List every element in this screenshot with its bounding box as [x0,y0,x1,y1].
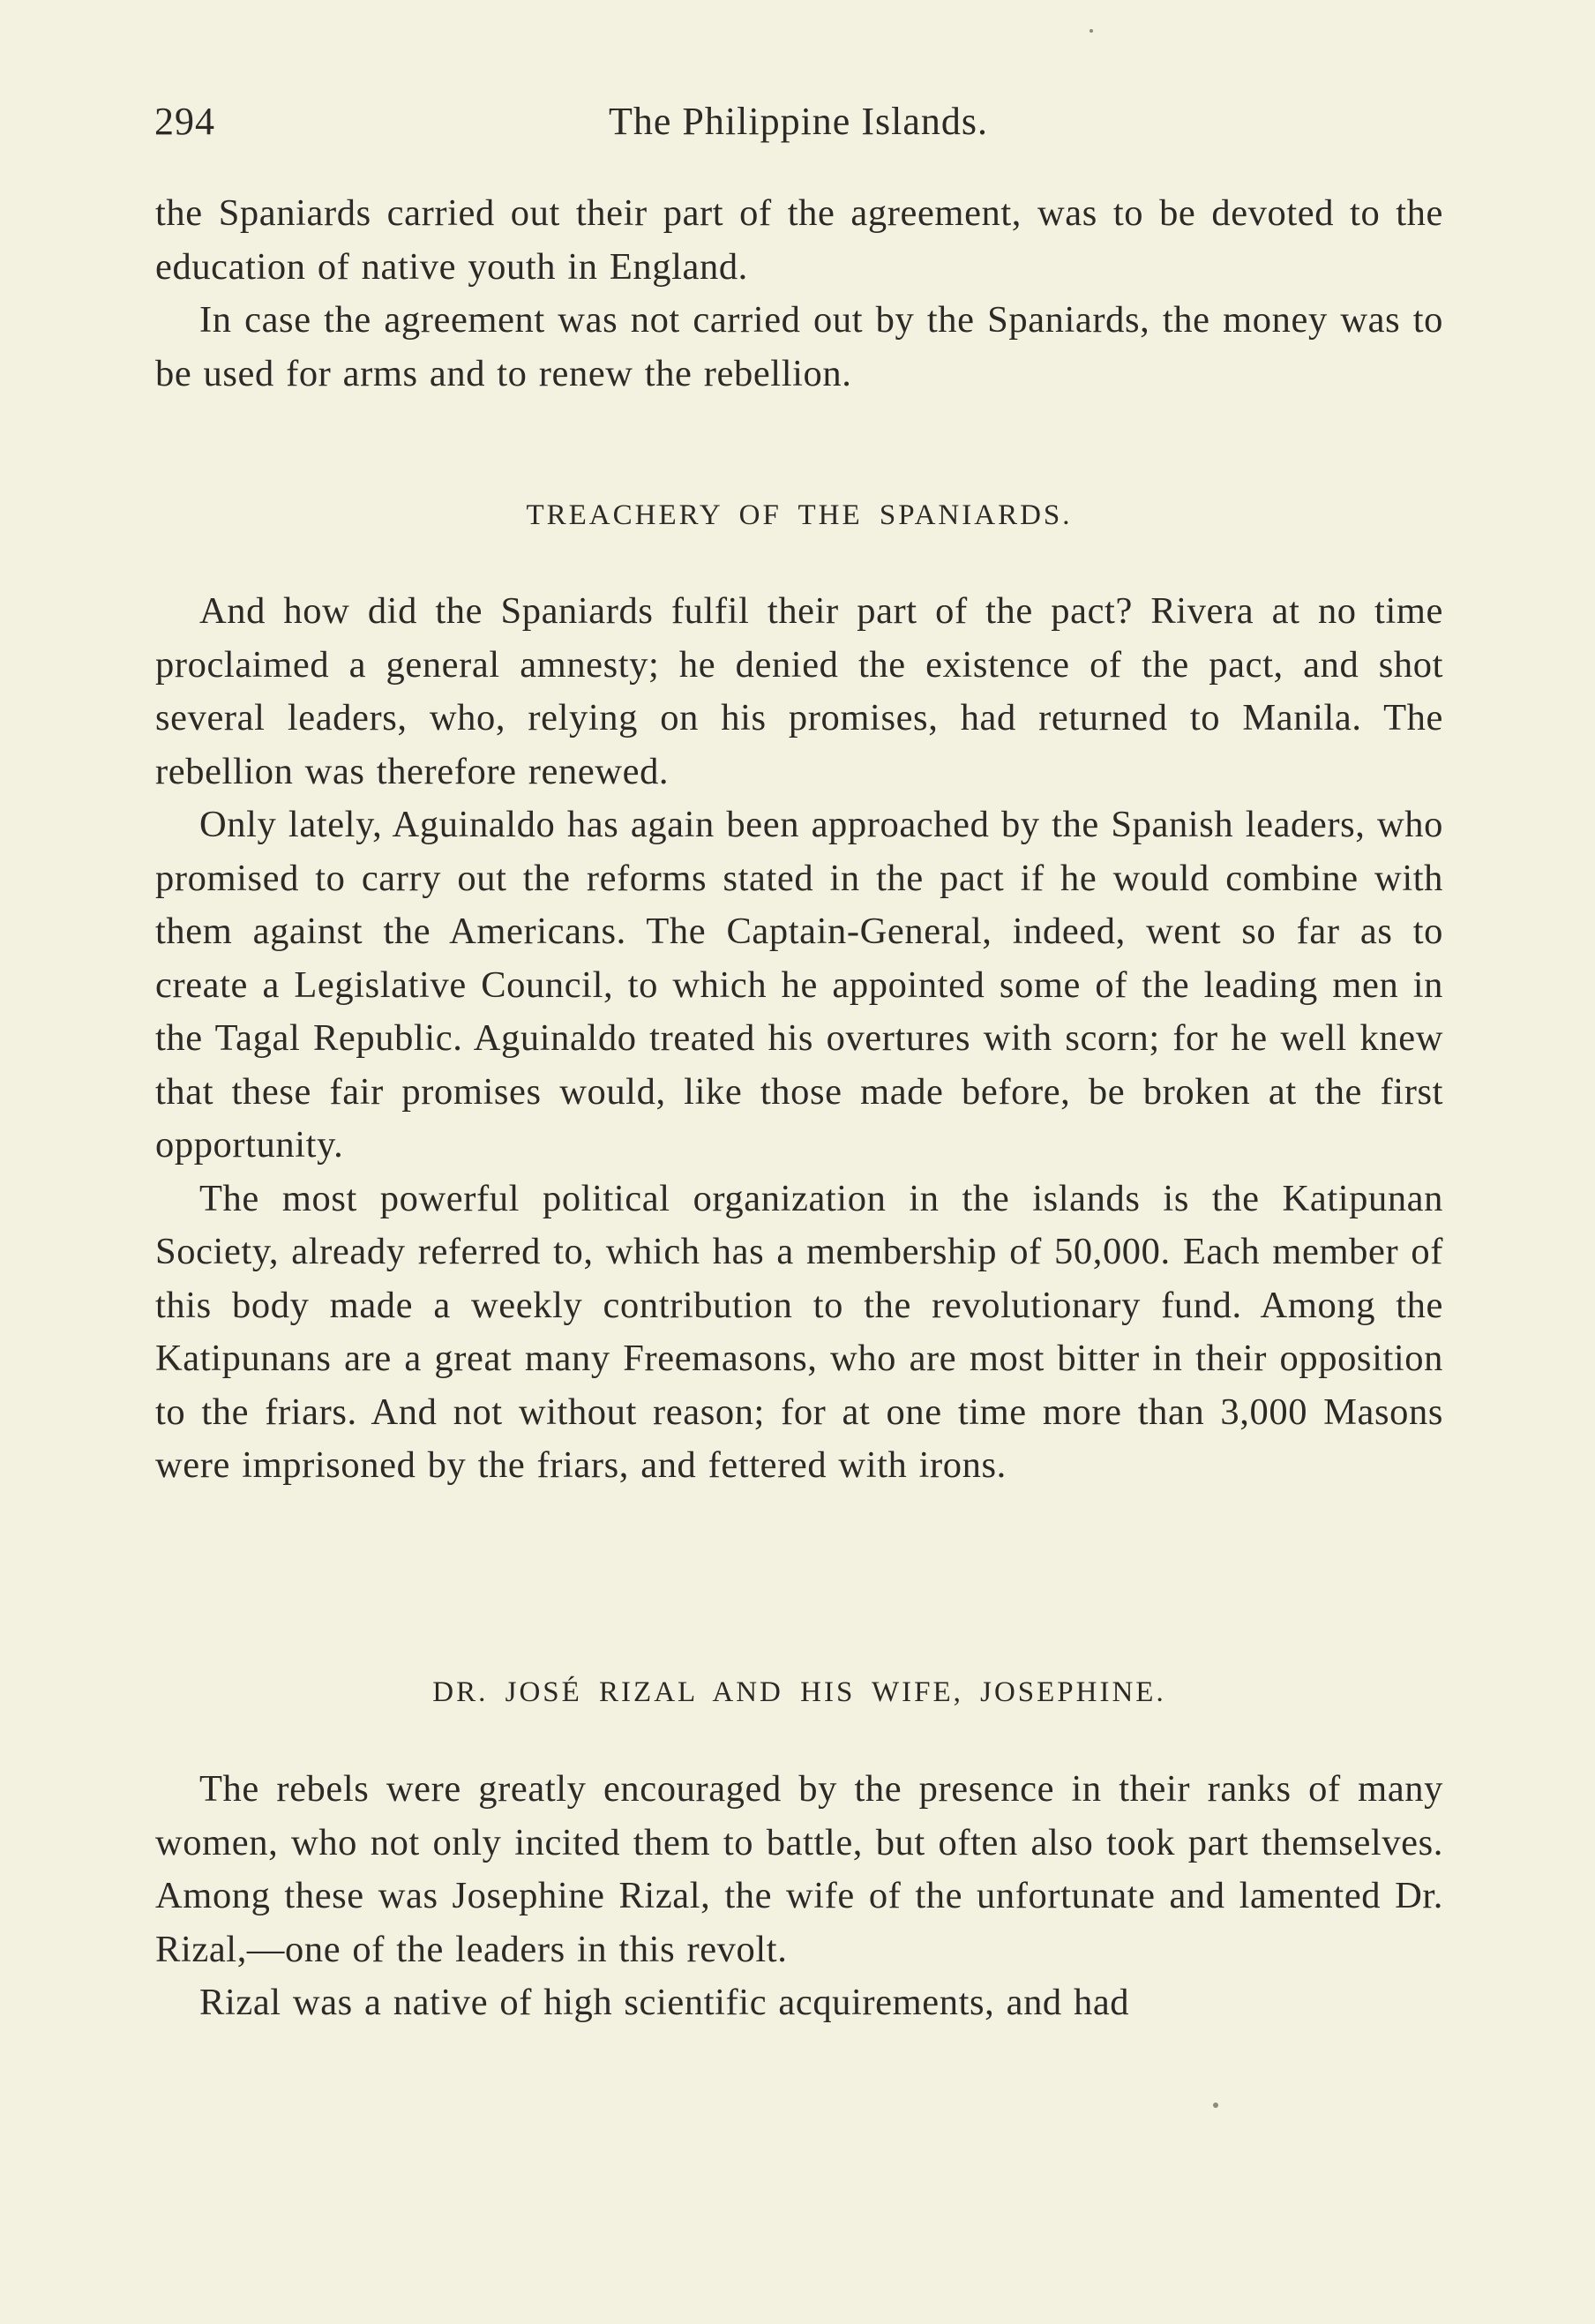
section-treachery [155,585,1443,1493]
paper-speck [1090,29,1093,33]
paragraph: Only lately, Aguinaldo has again been approached by the Spanish leaders, who promised to carry out the reforms stated in the pact if he would combine with them against the Americans. The Captain-General, indeed, went so far as to create a Legislative Council, to which he appointed some of the leading men in the Tagal Republic. Aguinaldo treated his overtures with scorn; for he well knew that these fair promises would, like those made before, be broken at the first opportunity. [155,804,1443,1166]
paragraph: The most powerful political organization in the islands is the Katipunan Society, already referred to, which has a membership of 50,000. Each member of this body made a weekly contribution to the revolutionary fund. Among the Katipunans are a great many Freemasons, who are most bitter in their opposition to the friars. And not without reason; for at one time more than 3,000 Masons were imprisoned by the friars, and fettered with irons. [155,1177,1443,1486]
section-heading-rizal: DR. JOSÉ RIZAL AND HIS WIFE, JOSEPHINE. [432,1676,1166,1708]
section-continuation [155,187,1443,401]
section-heading-treachery: TREACHERY OF THE SPANIARDS. [526,499,1073,531]
paragraph: The rebels were greatly encouraged by the presence in their ranks of many women, who not only incited them to battle, but often also took part themselves. Among these was Josephine Rizal, the wife of the unfortunate and lamented Dr. Rizal,—one of the leaders in this revolt. [155,1768,1443,1970]
running-head [154,99,1442,152]
page-number: 294 [154,100,215,143]
paragraph: And how did the Spaniards fulfil their part of the pact? Rivera at no time proclaimed a general amnesty; he denied the existence of the pact, and shot several leaders, who, relying on his promises, had returned to Manila. The rebellion was therefore renewed. [155,590,1443,792]
running-title: The Philippine Islands. [609,100,988,143]
paper-speck [1213,2103,1218,2108]
paragraph: In case the agreement was not carried out by the Spaniards, the money was to be used for arms and to renew the rebellion. [155,299,1443,394]
paragraph: the Spaniards carried out their part of the agreement, was to be devoted to the education of native youth in England. [155,192,1443,288]
paragraph: Rizal was a native of high scientific acquirements, and had [199,1982,1130,2023]
section-rizal [155,1763,1443,2030]
